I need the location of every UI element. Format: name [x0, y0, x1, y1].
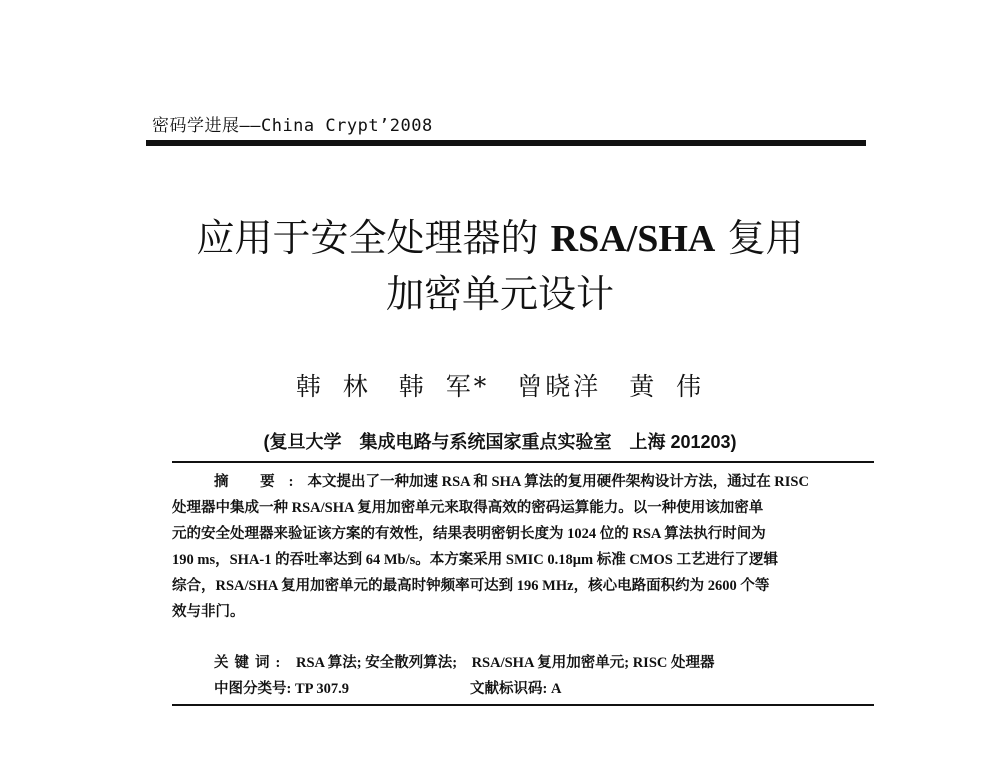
title-part-1: 应用于安全处理器的	[196, 216, 551, 260]
abstract-line-3: 元的安全处理器来验证该方案的有效性，结果表明密钥长度为 1024 位的 RSA 算法执行时间为	[172, 526, 766, 542]
abstract-line-6: 效与非门。	[172, 604, 245, 620]
keywords	[214, 651, 715, 672]
abstract-line-4: 190 ms，SHA-1 的吞吐率达到 64 Mb/s。本方案采用 SMIC 0.18μm 标准 CMOS 工艺进行了逻辑	[172, 552, 778, 568]
document-code	[470, 677, 561, 698]
abstract	[172, 469, 874, 625]
abstract-top-rule	[172, 461, 874, 463]
title-part-2: RSA/SHA	[550, 218, 716, 260]
keywords-label: 关键词:	[214, 655, 287, 671]
paper-title-line-2: 加密单元设计	[385, 272, 614, 316]
abstract-line-5: 综合，RSA/SHA 复用加密单元的最高时钟频率可达到 196 MHz，核心电路面积约为 2600 个等	[172, 578, 770, 594]
abstract-label: 摘 要:	[214, 474, 308, 490]
doc-code-value: A	[550, 681, 562, 697]
authors: 韩 林 韩 军* 曾晓洋 黄 伟	[295, 372, 705, 401]
header-rule	[146, 140, 866, 146]
abstract-bottom-rule	[172, 704, 874, 706]
doc-code-label: 文献标识码:	[470, 681, 548, 697]
running-header: 密码学进展——China Crypt’2008	[152, 116, 433, 136]
affiliation: (复旦大学 集成电路与系统国家重点实验室 上海 201203)	[263, 432, 737, 452]
keywords-value: RSA 算法; 安全散列算法; RSA/SHA 复用加密单元; RISC 处理器	[295, 655, 715, 671]
clc-value: TP 307.9	[294, 681, 349, 697]
abstract-line-2: 处理器中集成一种 RSA/SHA 复用加密单元来取得高效的密码运算能力。以一种使用该加密单	[172, 500, 764, 516]
paper-title-line-1	[0, 207, 1000, 262]
title-part-3: 复用	[715, 216, 804, 260]
clc-label: 中图分类号:	[214, 681, 292, 697]
classification	[214, 677, 562, 698]
abstract-text-1: 本文提出了一种加速 RSA 和 SHA 算法的复用硬件架构设计方法，通过在 RISC	[307, 474, 809, 490]
abstract-line-1	[172, 469, 874, 495]
